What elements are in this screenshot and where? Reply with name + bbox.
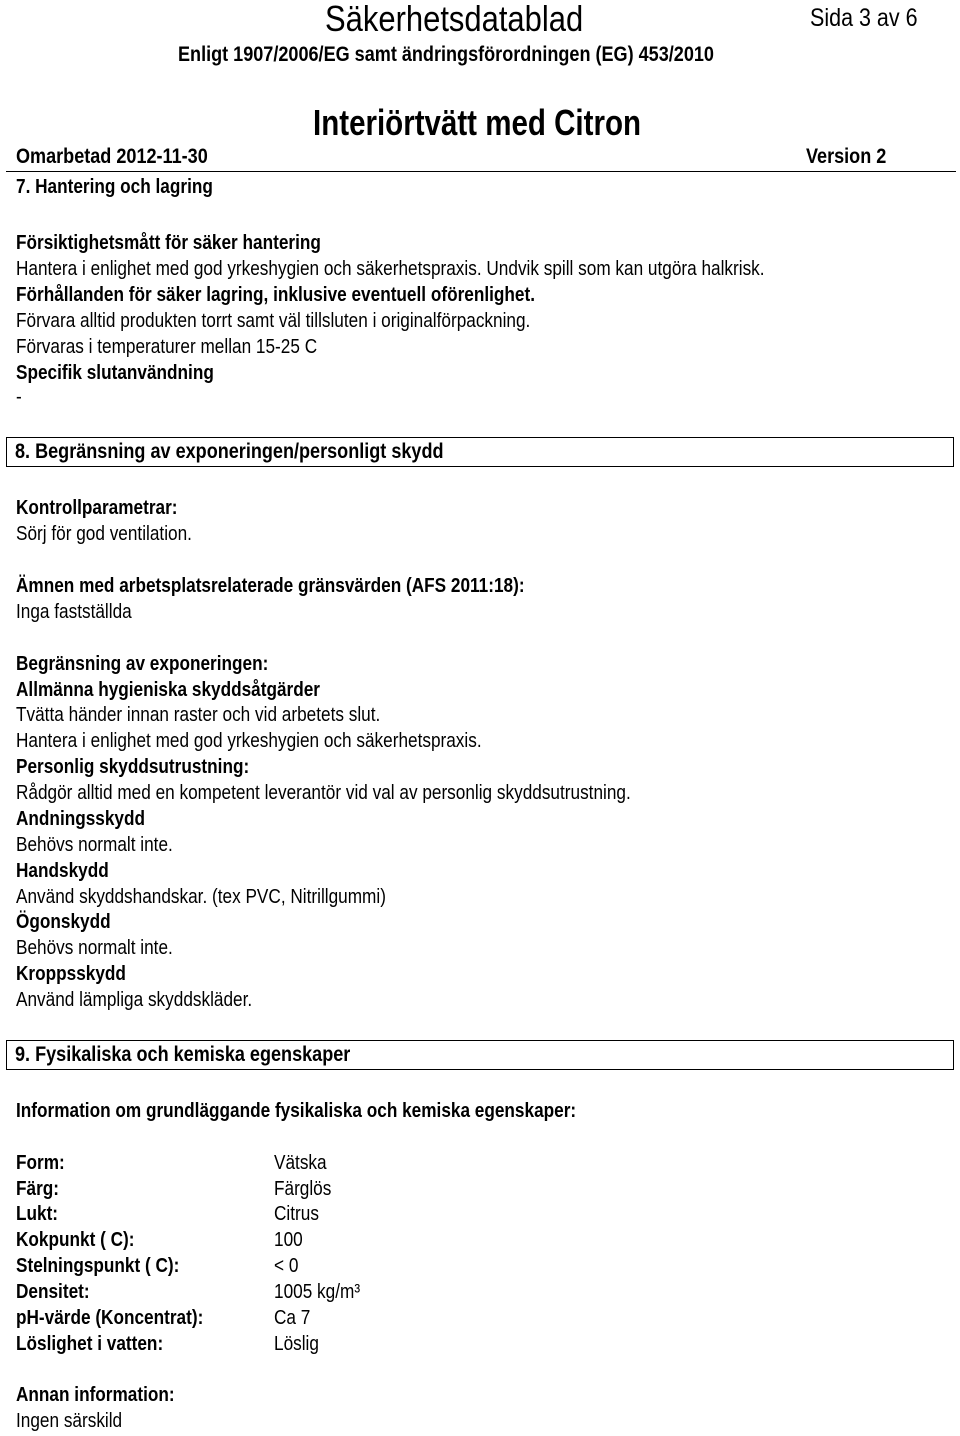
property-label: Form:: [16, 1152, 65, 1174]
product-name: Interiörtvätt med Citron: [313, 102, 642, 143]
version-label: Version 2: [806, 145, 887, 168]
respiratory-text: Behövs normalt inte.: [16, 834, 173, 856]
end-use-text: -: [16, 386, 22, 408]
property-label: Färg:: [16, 1178, 59, 1200]
section-9-heading: 9. Fysikaliska och kemiska egenskaper: [15, 1043, 351, 1066]
hygiene-text-2: Hantera i enlighet med god yrkeshygien och säkerhetspraxis.: [16, 730, 482, 752]
handling-label: Försiktighetsmått för säker hantering: [16, 232, 321, 254]
property-label: Kokpunkt ( C):: [16, 1229, 135, 1251]
other-information-label: Annan information:: [16, 1384, 175, 1406]
property-value: Citrus: [274, 1203, 319, 1225]
property-value: Ca 7: [274, 1307, 311, 1329]
property-label: Densitet:: [16, 1281, 90, 1303]
exposure-controls-label: Begränsning av exponeringen:: [16, 653, 269, 675]
ppe-text: Rådgör alltid med en kompetent leverantör vid val av personlig skyddsutrustning.: [16, 782, 631, 804]
storage-text-1: Förvara alltid produkten torrt samt väl tillsluten i originalförpackning.: [16, 310, 531, 332]
body-protection-text: Använd lämpliga skyddskläder.: [16, 989, 253, 1011]
property-value: < 0: [274, 1255, 299, 1277]
hand-protection-label: Handskydd: [16, 860, 109, 882]
eye-protection-label: Ögonskydd: [16, 911, 111, 933]
section-8-header-box: [6, 437, 954, 467]
ppe-label: Personlig skyddsutrustning:: [16, 756, 250, 778]
property-label: Stelningspunkt ( C):: [16, 1255, 180, 1277]
basic-properties-label: Information om grundläggande fysikaliska och kemiska egenskaper:: [16, 1100, 577, 1122]
control-parameters-text: Sörj för god ventilation.: [16, 523, 192, 545]
section-9-header-box: [6, 1040, 954, 1070]
section-7-heading: 7. Hantering och lagring: [16, 176, 213, 198]
exposure-limits-text: Inga fastställda: [16, 601, 132, 623]
exposure-limits-label: Ämnen med arbetsplatsrelaterade gränsvärden (AFS 2011:18):: [16, 575, 525, 597]
section-8-heading: 8. Begränsning av exponeringen/personligt skydd: [15, 440, 444, 463]
body-protection-label: Kroppsskydd: [16, 963, 126, 985]
header-divider: [6, 171, 956, 172]
page-number: Sida 3 av 6: [810, 4, 918, 32]
storage-text-2: Förvaras i temperaturer mellan 15-25 C: [16, 336, 318, 358]
hygiene-label: Allmänna hygieniska skyddsåtgärder: [16, 679, 320, 701]
property-label: Löslighet i vatten:: [16, 1333, 164, 1355]
regulation-reference: Enligt 1907/2006/EG samt ändringsförordningen (EG) 453/2010: [178, 43, 714, 66]
hygiene-text-1: Tvätta händer innan raster och vid arbetets slut.: [16, 704, 381, 726]
property-value: 1005 kg/m³: [274, 1281, 361, 1303]
property-label: pH-värde (Koncentrat):: [16, 1307, 204, 1329]
storage-label: Förhållanden för säker lagring, inklusive eventuell oförenlighet.: [16, 284, 535, 306]
property-value: Färglös: [274, 1178, 332, 1200]
property-value: 100: [274, 1229, 303, 1251]
respiratory-label: Andningsskydd: [16, 808, 146, 830]
other-information-text: Ingen särskild: [16, 1410, 123, 1432]
control-parameters-label: Kontrollparametrar:: [16, 497, 178, 519]
property-label: Lukt:: [16, 1203, 59, 1225]
property-value: Vätska: [274, 1152, 327, 1174]
property-value: Löslig: [274, 1333, 319, 1355]
eye-protection-text: Behövs normalt inte.: [16, 937, 173, 959]
hand-protection-text: Använd skyddshandskar. (tex PVC, Nitrillgummi): [16, 886, 386, 908]
revision-date: Omarbetad 2012-11-30: [16, 145, 208, 168]
document-title: Säkerhetsdatablad: [325, 0, 584, 39]
handling-text: Hantera i enlighet med god yrkeshygien och säkerhetspraxis. Undvik spill som kan utgöra halkrisk.: [16, 258, 765, 280]
end-use-label: Specifik slutanvändning: [16, 362, 214, 384]
